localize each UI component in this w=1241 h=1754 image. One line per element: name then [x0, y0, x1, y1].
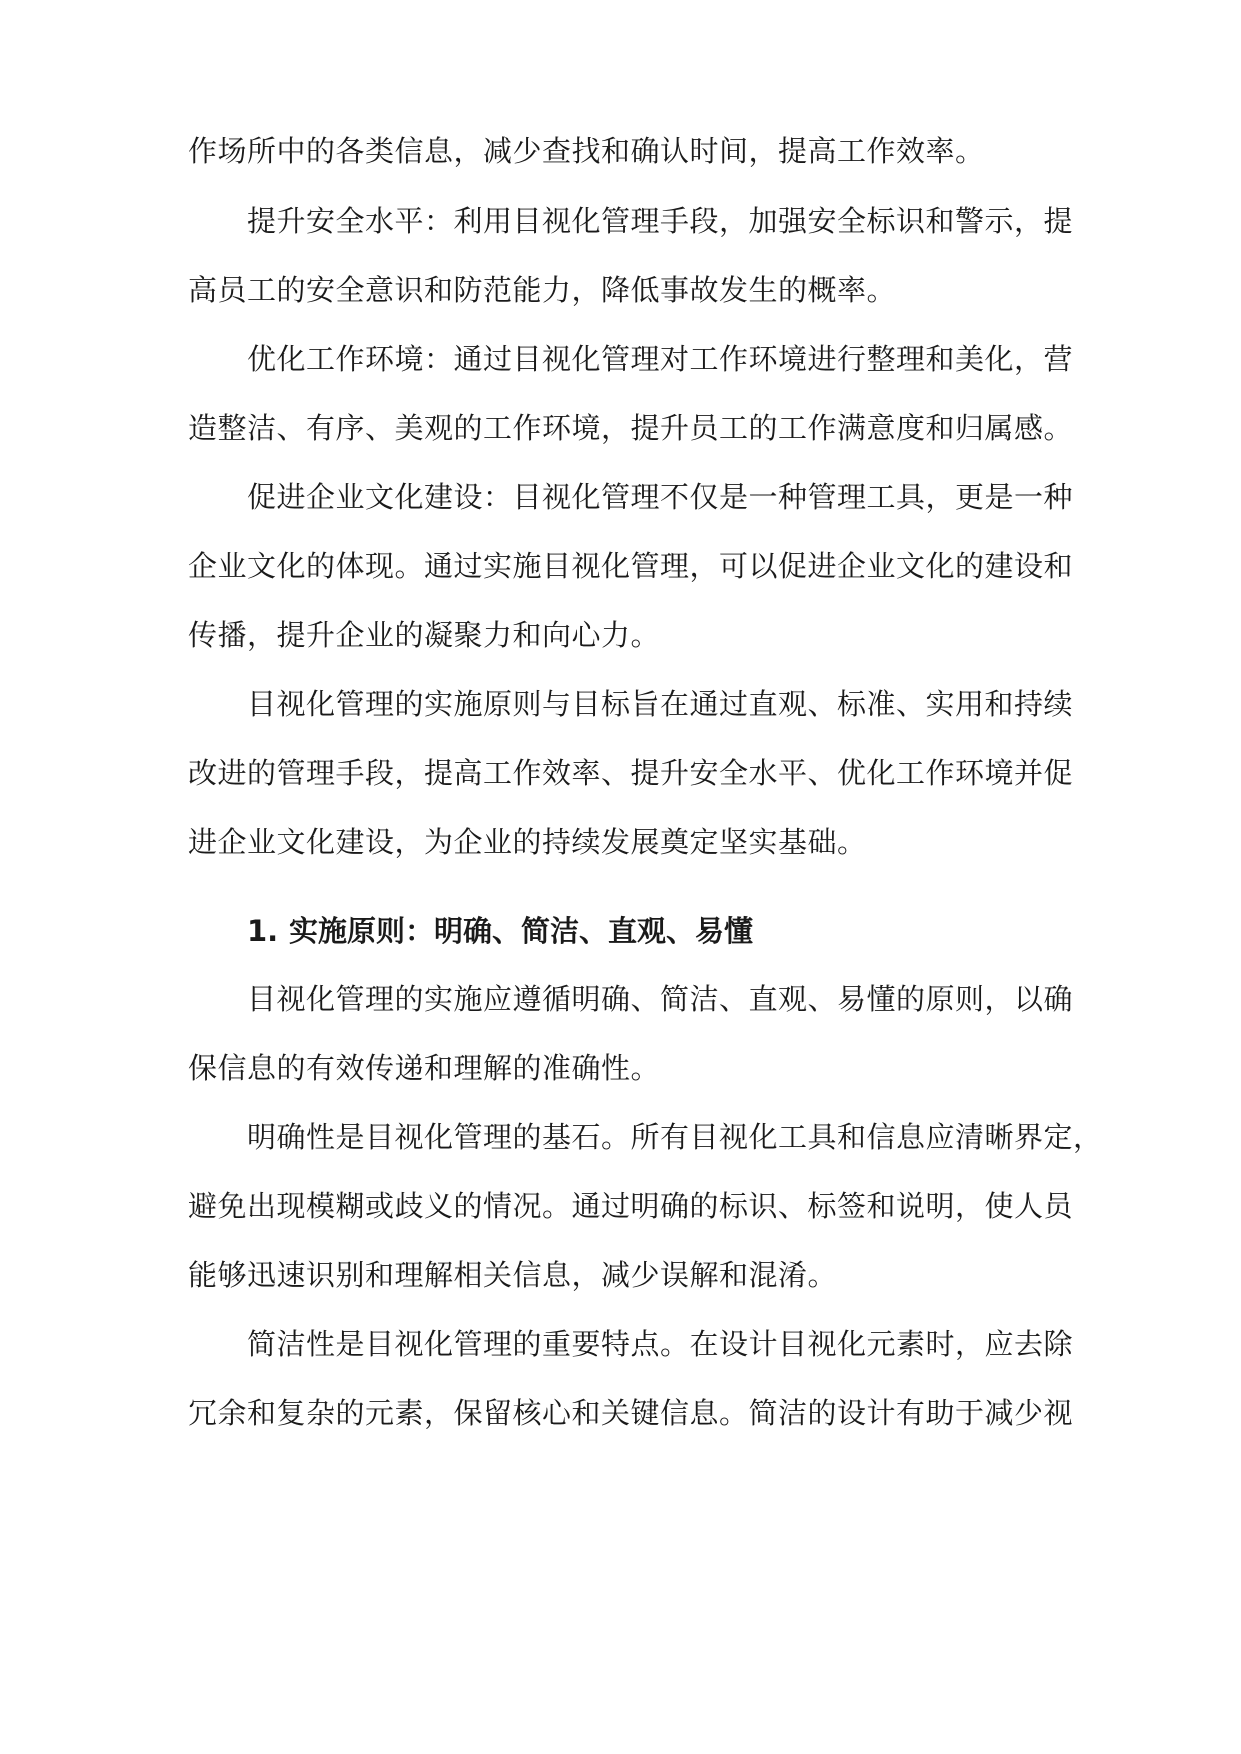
paragraph-line: 简洁性是目视化管理的重要特点。在设计目视化元素时，应去除 — [247, 1327, 1074, 1361]
paragraph-line: 优化工作环境：通过目视化管理对工作环境进行整理和美化，营 — [247, 342, 1074, 376]
paragraph-line: 提升安全水平：利用目视化管理手段，加强安全标识和警示，提 — [247, 204, 1074, 238]
paragraph-line: 作场所中的各类信息，减少查找和确认时间，提高工作效率。 — [188, 134, 985, 168]
paragraph-line: 进企业文化建设，为企业的持续发展奠定坚实基础。 — [188, 825, 867, 859]
paragraph-line: 企业文化的体现。通过实施目视化管理，可以促进企业文化的建设和 — [188, 549, 1074, 583]
section-heading — [247, 911, 753, 951]
section-number: 1. — [247, 914, 279, 948]
paragraph-line: 造整洁、有序、美观的工作环境，提升员工的工作满意度和归属感。 — [188, 411, 1074, 445]
paragraph-line: 冗余和复杂的元素，保留核心和关键信息。简洁的设计有助于减少视 — [188, 1396, 1074, 1430]
paragraph-line: 传播，提升企业的凝聚力和向心力。 — [188, 618, 661, 652]
paragraph-line: 能够迅速识别和理解相关信息，减少误解和混淆。 — [188, 1258, 838, 1292]
paragraph-line: 避免出现模糊或歧义的情况。通过明确的标识、标签和说明，使人员 — [188, 1189, 1074, 1223]
paragraph-line: 改进的管理手段，提高工作效率、提升安全水平、优化工作环境并促 — [188, 756, 1074, 790]
paragraph-line: 促进企业文化建设：目视化管理不仅是一种管理工具，更是一种 — [247, 480, 1074, 514]
section-title: 实施原则：明确、简洁、直观、易懂 — [289, 914, 754, 948]
paragraph-line: 目视化管理的实施原则与目标旨在通过直观、标准、实用和持续 — [247, 687, 1074, 721]
paragraph-line: 高员工的安全意识和防范能力，降低事故发生的概率。 — [188, 273, 897, 307]
paragraph-line: 保信息的有效传递和理解的准确性。 — [188, 1051, 661, 1085]
paragraph-line: 明确性是目视化管理的基石。所有目视化工具和信息应清晰界定， — [247, 1120, 1103, 1154]
paragraph-line: 目视化管理的实施应遵循明确、简洁、直观、易懂的原则，以确 — [247, 982, 1074, 1016]
